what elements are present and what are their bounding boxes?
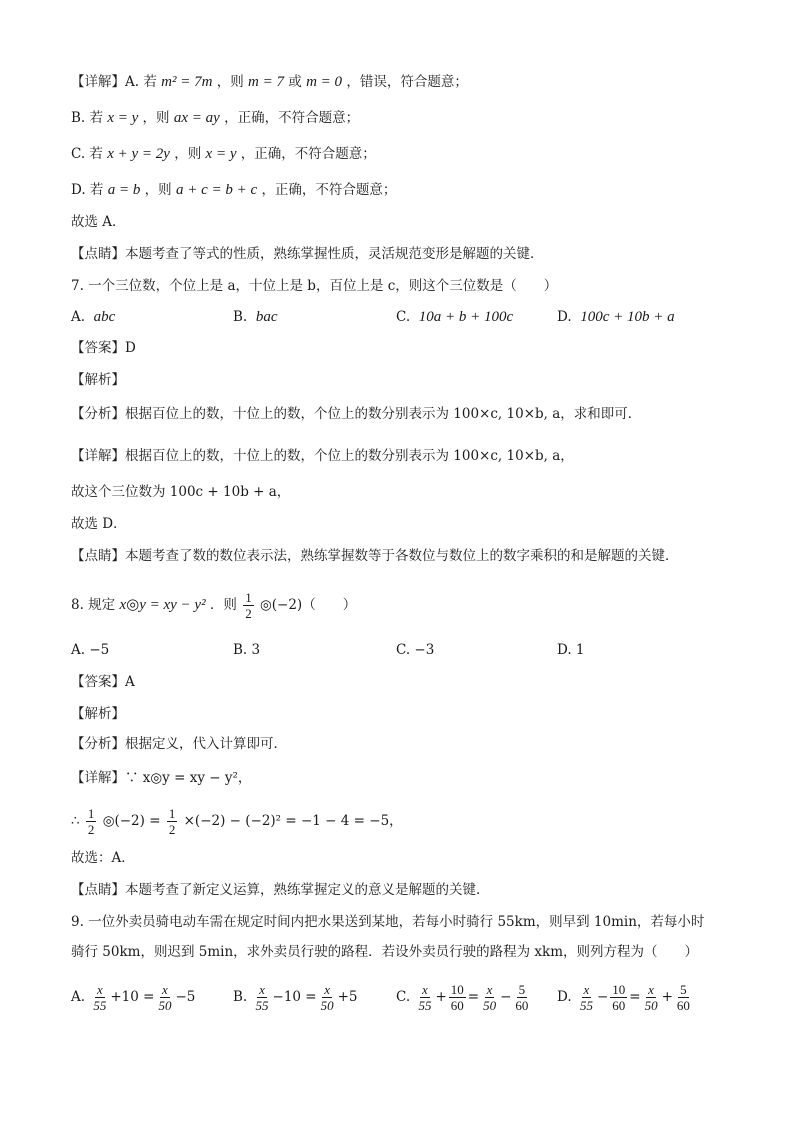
- q9-option-a: [71, 982, 195, 1013]
- den: 60: [612, 998, 626, 1013]
- den: 50: [320, 998, 334, 1013]
- q8-choose: 故选：A．: [71, 850, 135, 866]
- math: 10a + b + 100c: [418, 309, 514, 325]
- q7-answer: 【答案】D: [71, 340, 136, 356]
- num: x: [324, 982, 330, 997]
- q8-calc: [71, 806, 403, 837]
- q6-choose: 故选 A．: [71, 214, 126, 230]
- num: x: [259, 982, 265, 997]
- q6-detail-d: [71, 180, 396, 200]
- num: x: [583, 982, 590, 997]
- num: x: [422, 982, 428, 997]
- math: x = y: [205, 146, 237, 162]
- text: +10 =: [110, 989, 155, 1005]
- q6-detail-c: [71, 144, 376, 164]
- q7-option-b: [233, 307, 277, 327]
- text: −: [500, 989, 512, 1005]
- fraction: [86, 806, 97, 837]
- text: 或: [288, 74, 302, 90]
- q9-option-c: [396, 982, 532, 1013]
- math: ax = ay: [173, 110, 220, 126]
- den: 50: [158, 998, 172, 1013]
- text: ，正确，不符合题意；: [240, 146, 376, 162]
- num: 10: [612, 982, 626, 997]
- text: −5: [175, 989, 196, 1005]
- q7-so: 故这个三位数为 100c + 10b + a，: [71, 484, 291, 500]
- math: 100c + 10b + a: [580, 309, 675, 325]
- text: +: [435, 989, 447, 1005]
- text: 【详解】A. 若: [71, 74, 157, 90]
- q6-comment: 【点睛】本题考查了等式的性质，熟练掌握性质，灵活规范变形是解题的关键．: [71, 246, 544, 262]
- q9-option-d: [557, 982, 694, 1013]
- q9-stem-1: 9. 一位外卖员骑电动车需在规定时间内把水果送到某地，若每小时骑行 55km，则早到 10min，若每小时: [71, 914, 705, 930]
- q7-choose: 故选 D．: [71, 516, 127, 532]
- num: x: [486, 982, 493, 997]
- fraction: [513, 982, 530, 1013]
- den: 55: [255, 998, 269, 1013]
- math: abc: [93, 309, 116, 325]
- num: x: [96, 982, 103, 997]
- math: x = y: [107, 110, 139, 126]
- q7-option-d: [557, 307, 675, 327]
- text: ，则: [144, 182, 172, 198]
- q8-option-d: D. 1: [557, 642, 585, 658]
- q9-stem-2: 骑行 50km，则迟到 5min，求外卖员行驶的路程．若设外卖员行驶的路程为 xkm，则列方程为（ ）: [71, 944, 699, 960]
- den: 55: [418, 998, 432, 1013]
- fraction: [167, 806, 178, 837]
- q7-comment: 【点睛】本题考查了数的数位表示法，熟练掌握数等于各数位与数位上的数字乘积的和是解题的关键．: [71, 548, 679, 564]
- fraction: [156, 982, 173, 1013]
- label: B.: [233, 989, 248, 1005]
- q7-option-c: [396, 307, 513, 327]
- label: B.: [233, 309, 248, 325]
- text: ∴: [71, 813, 80, 829]
- q7-option-a: [71, 307, 115, 327]
- text: ◎(−2) =: [102, 813, 161, 829]
- text: 8. 规定: [71, 597, 116, 613]
- den: 50: [483, 998, 497, 1013]
- text: =: [629, 989, 641, 1005]
- q6-detail-a: [71, 72, 468, 92]
- num: 1: [168, 806, 176, 821]
- math: x◎y = xy − y²: [119, 597, 206, 613]
- num: x: [162, 982, 168, 997]
- text: ，则: [174, 146, 202, 162]
- label: A.: [71, 309, 86, 325]
- math: x + y = 2y: [107, 146, 170, 162]
- den: 2: [245, 606, 252, 621]
- text: ，则: [216, 74, 244, 90]
- q8-option-c: C. −3: [396, 642, 435, 658]
- den: 60: [515, 998, 529, 1013]
- num: x: [648, 982, 654, 997]
- fraction: [675, 982, 692, 1013]
- q7-fenxi: 【分析】根据百位上的数，十位上的数，个位上的数分别表示为 100×c, 10×b, a，求和即可．: [71, 406, 642, 422]
- label: C.: [396, 989, 411, 1005]
- q8-option-a: A. −5: [71, 642, 110, 658]
- den: 55: [579, 998, 593, 1013]
- label: C.: [396, 309, 411, 325]
- q8-fenxi: 【分析】根据定义，代入计算即可．: [71, 736, 287, 752]
- text: D. 若: [71, 182, 104, 198]
- text: ，正确，不符合题意；: [261, 182, 397, 198]
- q9-option-b: [233, 982, 358, 1013]
- math: m² = 7m: [161, 74, 213, 90]
- num: 1: [87, 806, 95, 821]
- text: −: [596, 989, 609, 1005]
- text: +5: [337, 989, 358, 1005]
- den: 2: [87, 822, 95, 837]
- fraction: [243, 590, 254, 621]
- fraction: [91, 982, 108, 1013]
- label: A.: [71, 989, 86, 1005]
- num: 1: [245, 590, 252, 605]
- den: 60: [450, 998, 464, 1013]
- q8-option-b: B. 3: [233, 642, 261, 658]
- q7-stem: 7. 一个三位数，个位上是 a，十位上是 b，百位上是 c，则这个三位数是（ ）: [71, 278, 558, 294]
- text: C. 若: [71, 146, 103, 162]
- q8-detail: 【详解】∵ x◎y = xy − y²，: [71, 770, 252, 786]
- math: a = b: [107, 182, 141, 198]
- text: ．则: [209, 597, 237, 613]
- q6-detail-b: [71, 108, 359, 128]
- fraction: [578, 982, 595, 1013]
- q8-analysis: 【解析】: [71, 706, 125, 722]
- den: 55: [93, 998, 107, 1013]
- q8-comment: 【点睛】本题考查了新定义运算，熟练掌握定义的意义是解题的关键．: [71, 882, 490, 898]
- num: 5: [680, 982, 687, 997]
- q7-detail: 【详解】根据百位上的数，十位上的数，个位上的数分别表示为 100×c, 10×b, a，: [71, 448, 574, 464]
- text: ，正确，不符合题意；: [224, 110, 360, 126]
- math: a + c = b + c: [175, 182, 258, 198]
- label: D.: [557, 989, 572, 1005]
- q7-analysis: 【解析】: [71, 372, 125, 388]
- fraction: [319, 982, 336, 1013]
- fraction: [416, 982, 433, 1013]
- fraction: [449, 982, 466, 1013]
- text: B. 若: [71, 110, 104, 126]
- text: +: [661, 989, 673, 1005]
- q8-answer: 【答案】A: [71, 674, 135, 690]
- den: 50: [644, 998, 658, 1013]
- text: ，错误，符合题意；: [346, 74, 468, 90]
- text: ，则: [142, 110, 170, 126]
- den: 2: [168, 822, 176, 837]
- text: ×(−2) − (−2)² = −1 − 4 = −5，: [183, 813, 403, 829]
- math: bac: [255, 309, 278, 325]
- math: m = 7: [248, 74, 284, 90]
- label: D.: [557, 309, 572, 325]
- fraction: [481, 982, 498, 1013]
- text: −10 =: [272, 989, 317, 1005]
- text: =: [467, 989, 480, 1005]
- num: 5: [518, 982, 526, 997]
- den: 60: [676, 998, 690, 1013]
- text: ◎(−2)（ ）: [259, 597, 357, 613]
- q8-stem: [71, 590, 356, 621]
- num: 10: [450, 982, 464, 997]
- math: m = 0: [306, 74, 343, 90]
- fraction: [254, 982, 271, 1013]
- fraction: [643, 982, 660, 1013]
- fraction: [610, 982, 627, 1013]
